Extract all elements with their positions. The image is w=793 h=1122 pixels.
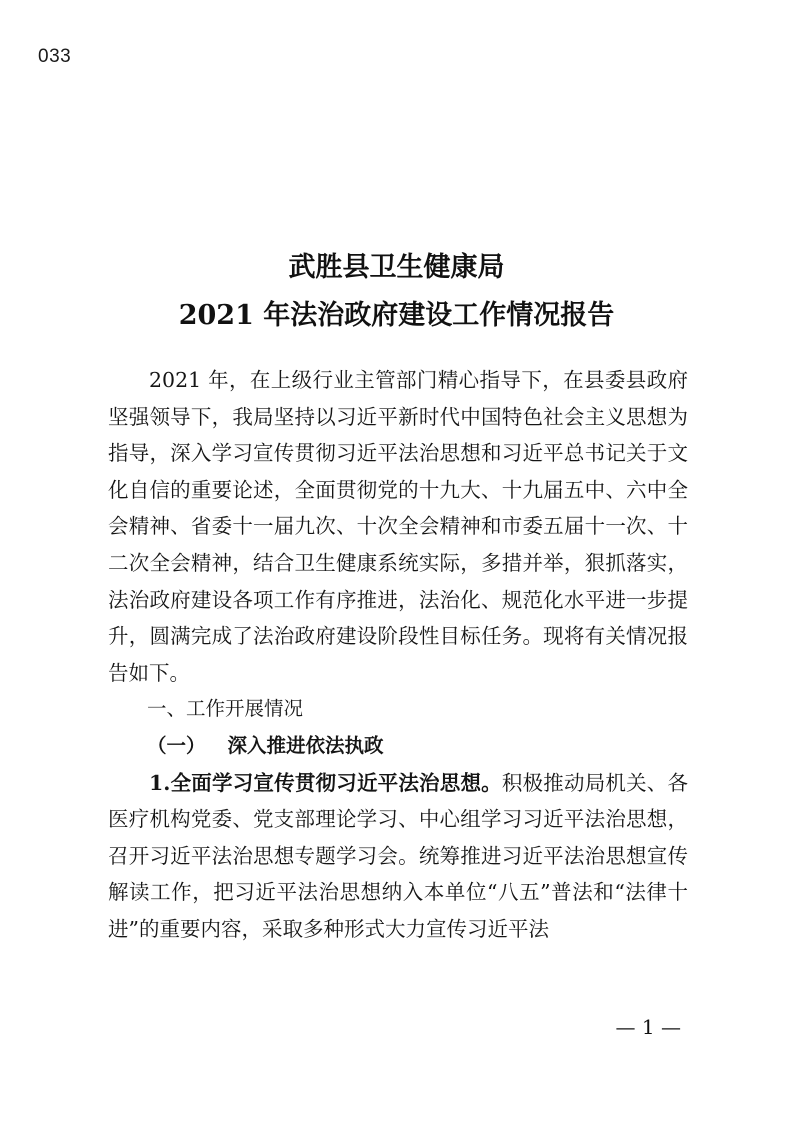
document-body [108,362,688,948]
document-number: 033 [38,46,72,67]
subsection-heading [108,728,688,765]
section-heading: 一、工作开展情况 [147,697,304,721]
title-line-report: 2021 年法治政府建设工作情况报告 [178,300,615,331]
item-lead: 1.全面学习宣传贯彻习近平法治思想。 [149,770,502,795]
title-line-organization: 武胜县卫生健康局 [288,252,505,283]
item-paragraph [108,765,688,948]
subsection-number: （一） [147,733,206,757]
page-number: — 1 — [615,1015,681,1039]
document-title [0,244,793,340]
intro-paragraph: 2021 年，在上级行业主管部门精心指导下，在县委县政府坚强领导下，我局坚持以习近平新时代中国特色社会主义思想为指导，深入学习宣传贯彻习近平法治思想和习近平总书记关于文化自信的重要论述，全面贯彻党的十九大、十九届五中、六中全会精神、省委十一届九次、十次全会精神和市委五届十一次、十二次全会精神，结合卫生健康系统实际，多措并举，狠抓落实，法治政府建设各项工作有序推进，法治化、规范化水平进一步提升，圆满完成了法治政府建设阶段性目标任务。现将有关情况报告如下。 [108,368,688,685]
item-text: 积极推动局机关、各医疗机构党委、党支部理论学习、中心组学习习近平法治思想，召开习近平法治思想专题学习会。统筹推进习近平法治思想宣传解读工作，把习近平法治思想纳入本单位“八五”普法和“法律十进”的重要内容，采取多种形式大力宣传习近平法 [108,770,689,941]
subsection-title: 深入推进依法执政 [227,733,384,757]
